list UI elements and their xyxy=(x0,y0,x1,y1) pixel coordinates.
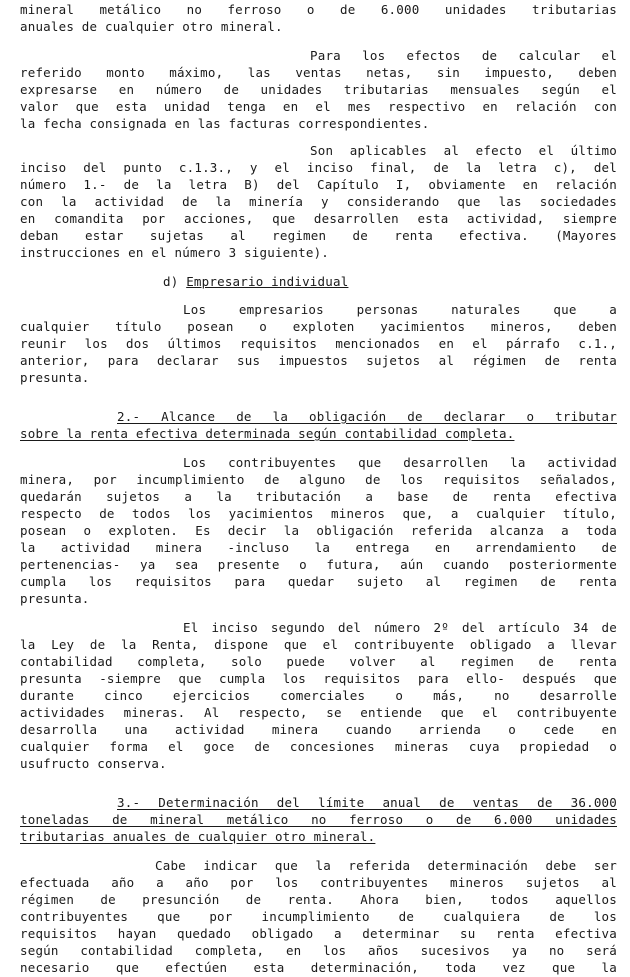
text-line-29: pertenencias- ya sea presente o futura, aún cuando posteriormente xyxy=(20,557,617,572)
text-line-27: posean o exploten. Es decir la obligación referida alcanza a toda xyxy=(20,523,617,538)
text-line-6: valor que esta unidad tenga en el mes respectivo en relación con xyxy=(20,99,617,114)
text-line-37: actividades mineras. Al respecto, se entiende que el contribuyente xyxy=(20,705,617,720)
heading-title: Empresario individual xyxy=(186,274,349,289)
text-line-34: contabilidad completa, solo puede volver al regimen de renta xyxy=(20,654,617,669)
text-line-44: Cabe indicar que la referida determinación debe ser xyxy=(155,858,617,873)
text-line-17: cualquier título posean o exploten yacimientos mineros, deben xyxy=(20,319,617,334)
text-line-21: 2.- Alcance de la obligación de declarar o tributar xyxy=(117,409,617,424)
text-line-7: la fecha consignada en las facturas correspondientes. xyxy=(20,116,430,131)
text-line-19: anterior, para declarar sus impuestos sujetos al régimen de renta xyxy=(20,353,617,368)
text-line-24: minera, por incumplimiento de alguno de los requisitos señalados, xyxy=(20,472,617,487)
text-line-32: El inciso segundo del número 2º del artículo 34 de xyxy=(183,620,617,635)
text-line-35: presunta -siempre que cumpla los requisitos para ello- después que xyxy=(20,671,617,686)
text-line-45: efectuada año a año por los contribuyentes mineros sujetos al xyxy=(20,875,617,890)
text-line-8: Son aplicables al efecto el último xyxy=(310,143,617,158)
text-line-13: deban estar sujetas al regimen de renta efectiva. (Mayores xyxy=(20,228,617,243)
text-line-16: Los empresarios personas naturales que a xyxy=(183,302,617,317)
text-line-11: con la actividad de la minería y considerando que las sociedades xyxy=(20,194,617,209)
text-line-4: referido monto máximo, las ventas netas, sin impuesto, deben xyxy=(20,65,617,80)
text-line-14: instrucciones en el número 3 siguiente). xyxy=(20,245,330,260)
text-line-38: desarrolla una actividad minera cuando arrienda o cede en xyxy=(20,722,617,737)
text-line-31: presunta. xyxy=(20,591,90,606)
text-line-10: número 1.- de la letra B) del Capítulo I, obviamente en relación xyxy=(20,177,617,192)
text-line-12: en comandita por acciones, que desarrollen esta actividad, siempre xyxy=(20,211,617,226)
text-line-39: cualquier forma el goce de concesiones mineras cuya propiedad o xyxy=(20,739,617,754)
heading-marker: d) xyxy=(163,274,187,289)
text-line-15 xyxy=(163,273,617,290)
text-line-25: quedarán sujetos a la tributación a base de renta efectiva xyxy=(20,489,617,504)
text-line-33: la Ley de la Renta, dispone que el contribuyente obligado a llevar xyxy=(20,637,617,652)
text-line-23: Los contribuyentes que desarrollen la actividad xyxy=(183,455,617,470)
text-line-41: 3.- Determinación del límite anual de ventas de 36.000 xyxy=(117,795,617,810)
text-line-43: tributarias anuales de cualquier otro mineral. xyxy=(20,829,376,844)
text-line-48: requisitos hayan quedado obligado a determinar su renta efectiva xyxy=(20,926,617,941)
text-line-42: toneladas de mineral metálico no ferroso o de 6.000 unidades xyxy=(20,812,617,827)
text-line-50: necesario que efectúen esta determinación, toda vez que la xyxy=(20,960,617,975)
text-line-2: anuales de cualquier otro mineral. xyxy=(20,19,283,34)
text-line-18: reunir los dos últimos requisitos mencionados en el párrafo c.1., xyxy=(20,336,617,351)
text-line-9: inciso del punto c.1.3., y el inciso final, de la letra c), del xyxy=(20,160,617,175)
text-line-22: sobre la renta efectiva determinada según contabilidad completa. xyxy=(20,426,515,441)
text-line-3: Para los efectos de calcular el xyxy=(310,48,617,63)
text-line-47: contribuyentes que por incumplimiento de cualquiera de los xyxy=(20,909,617,924)
text-line-20: presunta. xyxy=(20,370,90,385)
text-line-40: usufructo conserva. xyxy=(20,756,167,771)
text-line-36: durante cinco ejercicios comerciales o más, no desarrolle xyxy=(20,688,617,703)
text-line-28: la actividad minera -incluso la entrega en arrendamiento de xyxy=(20,540,617,555)
text-line-46: régimen de presunción de renta. Ahora bien, todos aquellos xyxy=(20,892,617,907)
text-line-1: mineral metálico no ferroso o de 6.000 unidades tributarias xyxy=(20,2,617,17)
text-line-5: expresarse en número de unidades tributarias mensuales según el xyxy=(20,82,617,97)
text-line-26: respecto de todos los yacimientos mineros que, a cualquier título, xyxy=(20,506,617,521)
text-line-30: cumpla los requisitos para quedar sujeto al regimen de renta xyxy=(20,574,617,589)
text-line-49: según contabilidad completa, en los años sucesivos ya no será xyxy=(20,943,617,958)
